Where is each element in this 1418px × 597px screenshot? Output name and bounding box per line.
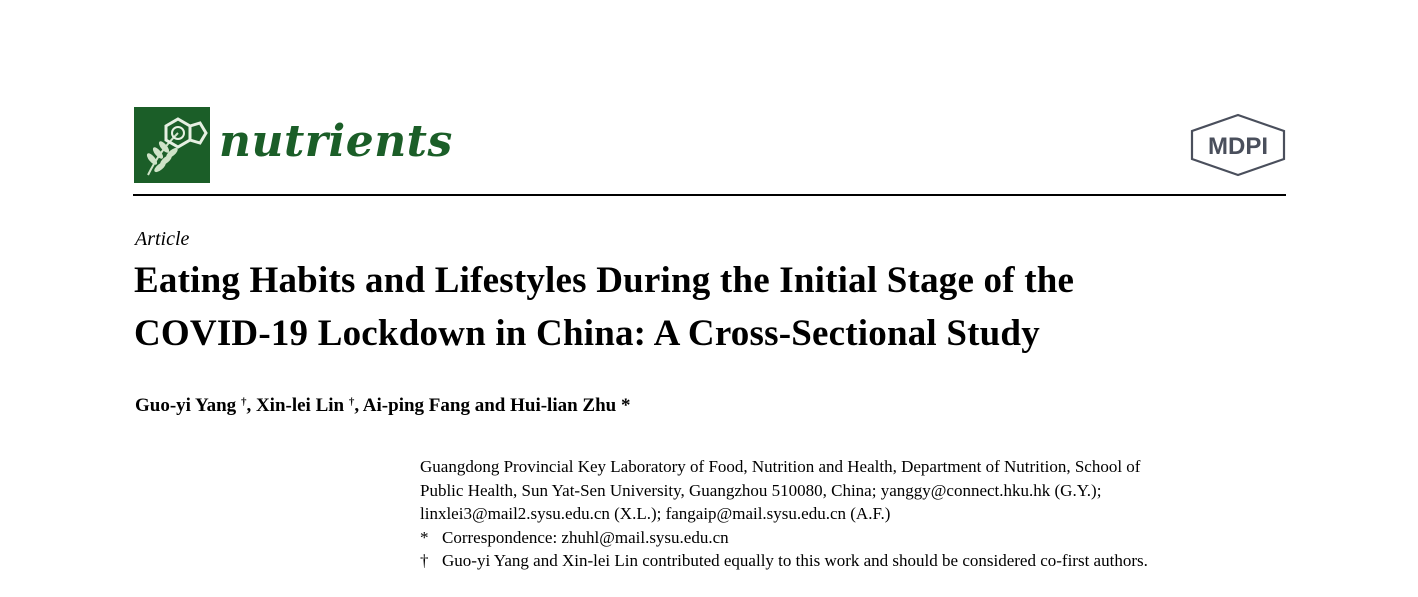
- journal-logo: [134, 107, 210, 183]
- publisher-name: MDPI: [1208, 133, 1268, 160]
- author-mark: †: [240, 396, 247, 408]
- author-name[interactable]: Guo-yi Yang: [135, 395, 237, 416]
- author-name[interactable]: Ai-ping Fang: [362, 395, 470, 416]
- publisher-logo: [1189, 113, 1287, 177]
- note-mark: †: [420, 551, 429, 570]
- correspondence-note: [420, 526, 1300, 550]
- author-name[interactable]: Xin-lei Lin: [255, 395, 345, 416]
- author-list: [135, 389, 631, 419]
- note-mark: *: [420, 527, 429, 547]
- correspondence-text[interactable]: Correspondence: zhuhl@mail.sysu.edu.cn: [442, 527, 729, 547]
- author-mark: *: [621, 395, 631, 416]
- author-name[interactable]: Hui-lian Zhu: [510, 395, 617, 416]
- equal-contribution-text: Guo-yi Yang and Xin-lei Lin contributed equally to this work and should be considered co-first authors.: [442, 551, 1148, 570]
- affiliation-line: Guangdong Provincial Key Laboratory of Food, Nutrition and Health, Department of Nutrition, School of: [420, 457, 1141, 476]
- affiliation-line: Public Health, Sun Yat-Sen University, Guangzhou 510080, China; yanggy@connect.hku.hk (G.Y.);: [420, 480, 1102, 500]
- header-divider: [133, 194, 1286, 196]
- journal-name: nutrients: [219, 116, 453, 167]
- affiliations: [420, 455, 1300, 573]
- title-line: COVID-19 Lockdown in China: A Cross-Sectional Study: [134, 313, 1040, 354]
- affiliation-line: linxlei3@mail2.sysu.edu.cn (X.L.); fangaip@mail.sysu.edu.cn (A.F.): [420, 504, 891, 523]
- paper-title: [134, 254, 1264, 360]
- journal-emblem-icon: [134, 107, 210, 183]
- author-separator: ,: [246, 395, 256, 416]
- equal-contribution-note: [420, 549, 1300, 573]
- author-separator: and: [469, 395, 511, 416]
- author-mark: †: [348, 396, 355, 408]
- author-separator: ,: [354, 395, 363, 416]
- article-type: Article: [135, 228, 190, 250]
- title-line: Eating Habits and Lifestyles During the Initial Stage of the: [134, 260, 1075, 301]
